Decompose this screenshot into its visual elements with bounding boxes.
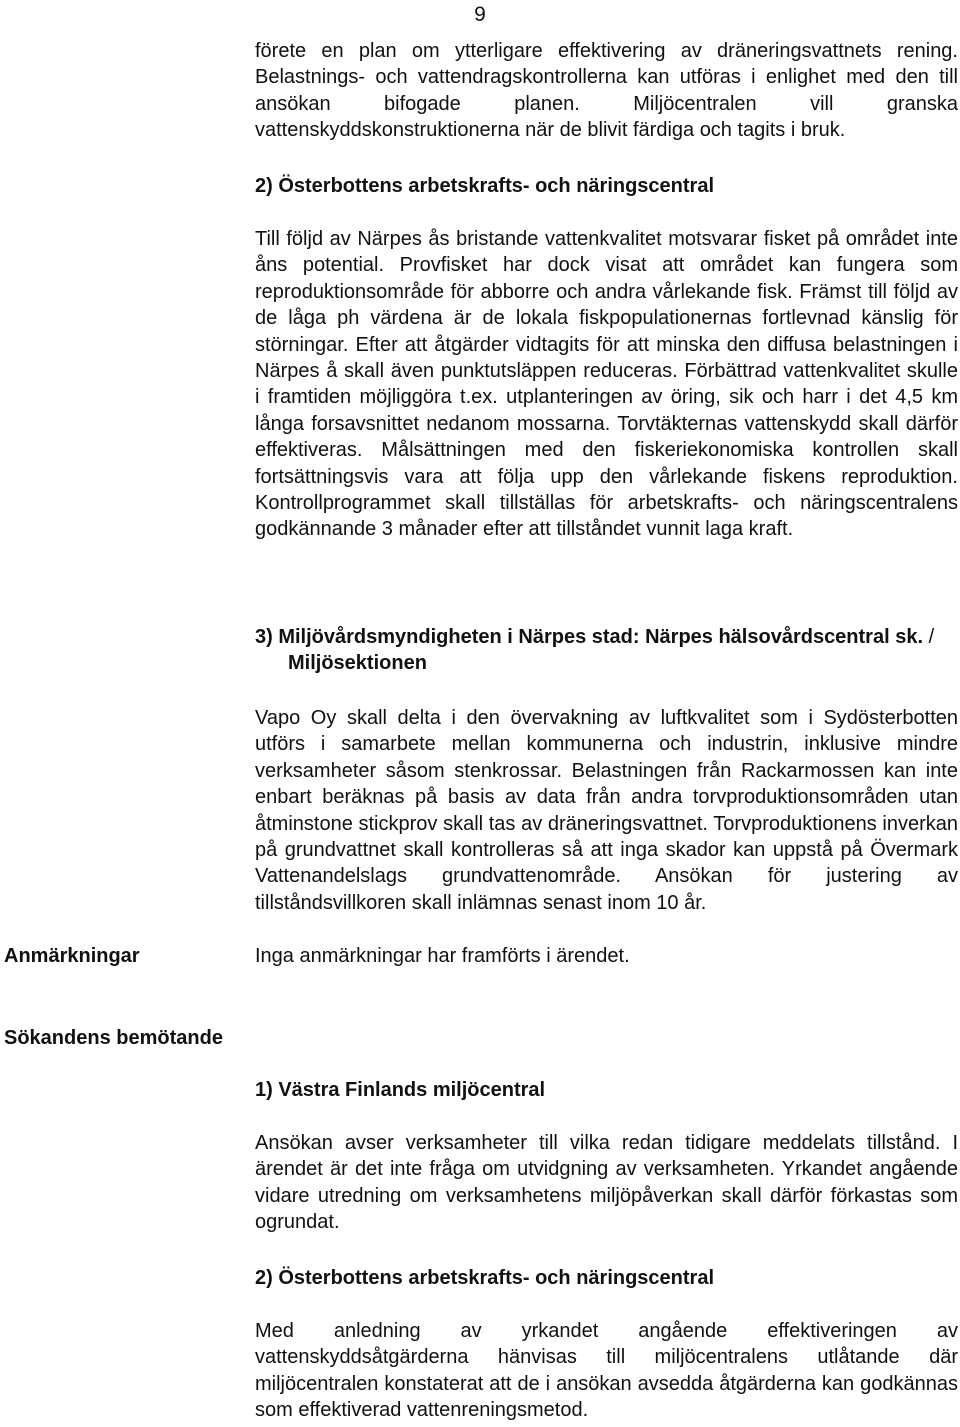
applicant-response-label: Sökandens bemötande [4, 1027, 223, 1049]
heading-authority-bold: 3) Miljövårdsmyndigheten i Närpes stad: Närpes hälsovårdscentral sk. [255, 626, 924, 648]
paragraph-intro: förete en plan om ytterligare effektivering av dräneringsvattnets rening. Belastnings- och vattendragskontrollerna kan utföras i enlighet med den till ansökan bifogade planen. Miljöcentralen vill granska vattenskyddskonstruktionerna när de blivit färdiga och tagits i bruk. [255, 40, 958, 142]
remarks-text: Inga anmärkningar har framförts i ärendet. [255, 945, 630, 967]
heading-response-osterbottens: 2) Österbottens arbetskrafts- och näringscentral [255, 1267, 715, 1289]
heading-environmental-authority [255, 624, 958, 677]
paragraph-response-1: Ansökan avser verksamheter till vilka redan tidigare meddelats tillstånd. I ärendet är det inte fråga om utvidgning av verksamheten. Yrkandet angående vidare utredning om verksamhetens miljöpåverkan skall därför förkastas som ogrundat. [255, 1132, 958, 1234]
remarks-label: Anmärkningar [4, 945, 140, 967]
page-number: 9 [474, 3, 486, 26]
heading-authority-slash: / [923, 626, 935, 648]
heading-authority-tail: Miljösektionen [288, 652, 427, 675]
paragraph-fisheries: Till följd av Närpes ås bristande vattenkvalitet motsvarar fisket på området inte åns potential. Provfisket har dock visat att området kan fungera som reproduktionsområde för abborre och andra vårlekande fisk. Främst till följd av de låga ph värdena är de lokala fiskpopulationernas fortlevnad känslig för störningar. Efter att åtgärder vidtagits för att minska den diffusa belastningen i Närpes å skall även punktutsläppen reduceras. Förbättrad vattenkvalitet skulle i framtiden möjliggöra t.ex. utplanteringen av öring, sik och harr i det 4,5 km långa forsavsnittet nedanom mossarna. Torvtäkternas vattenskydd skall därför effektiveras. Målsättningen med den fiskeriekonomiska kontrollen skall fortsättningsvis vara att följa upp den vårlekande fiskens reproduktion. Kontrollprogrammet skall tillställas för arbetskrafts- och näringscentralens godkännande 3 månader efter att tillståndet vunnit laga kraft. [255, 228, 958, 541]
paragraph-air-quality: Vapo Oy skall delta i den övervakning av luftkvalitet som i Sydösterbotten utförs i samarbete mellan kommunerna och industrin, inklusive mindre verksamheter såsom stenkrossar. Belastningen från Rackarmossen kan inte enbart beräknas på basis av data från andra torvproduktionsområden utan åtminstone stickprov skall tas av dräneringsvattnet. Torvproduktionens inverkan på grundvattnet skall kontrolleras så att inga skador kan uppstå på Övermark Vattenandelslags grundvattenområde. Ansökan för justering av tillståndsvillkoren skall inlämnas senast inom 10 år. [255, 707, 958, 914]
heading-osterbottens-centre: 2) Österbottens arbetskrafts- och näringscentral [255, 175, 715, 197]
paragraph-response-2: Med anledning av yrkandet angående effektiveringen av vattenskyddsåtgärderna hänvisas till miljöcentralens utlåtande där miljöcentralen konstaterat att de i ansökan avsedda åtgärderna kan godkännas som effektiverad vattenreningsmetod. [255, 1320, 958, 1422]
heading-response-vastra-finland: 1) Västra Finlands miljöcentral [255, 1079, 546, 1101]
